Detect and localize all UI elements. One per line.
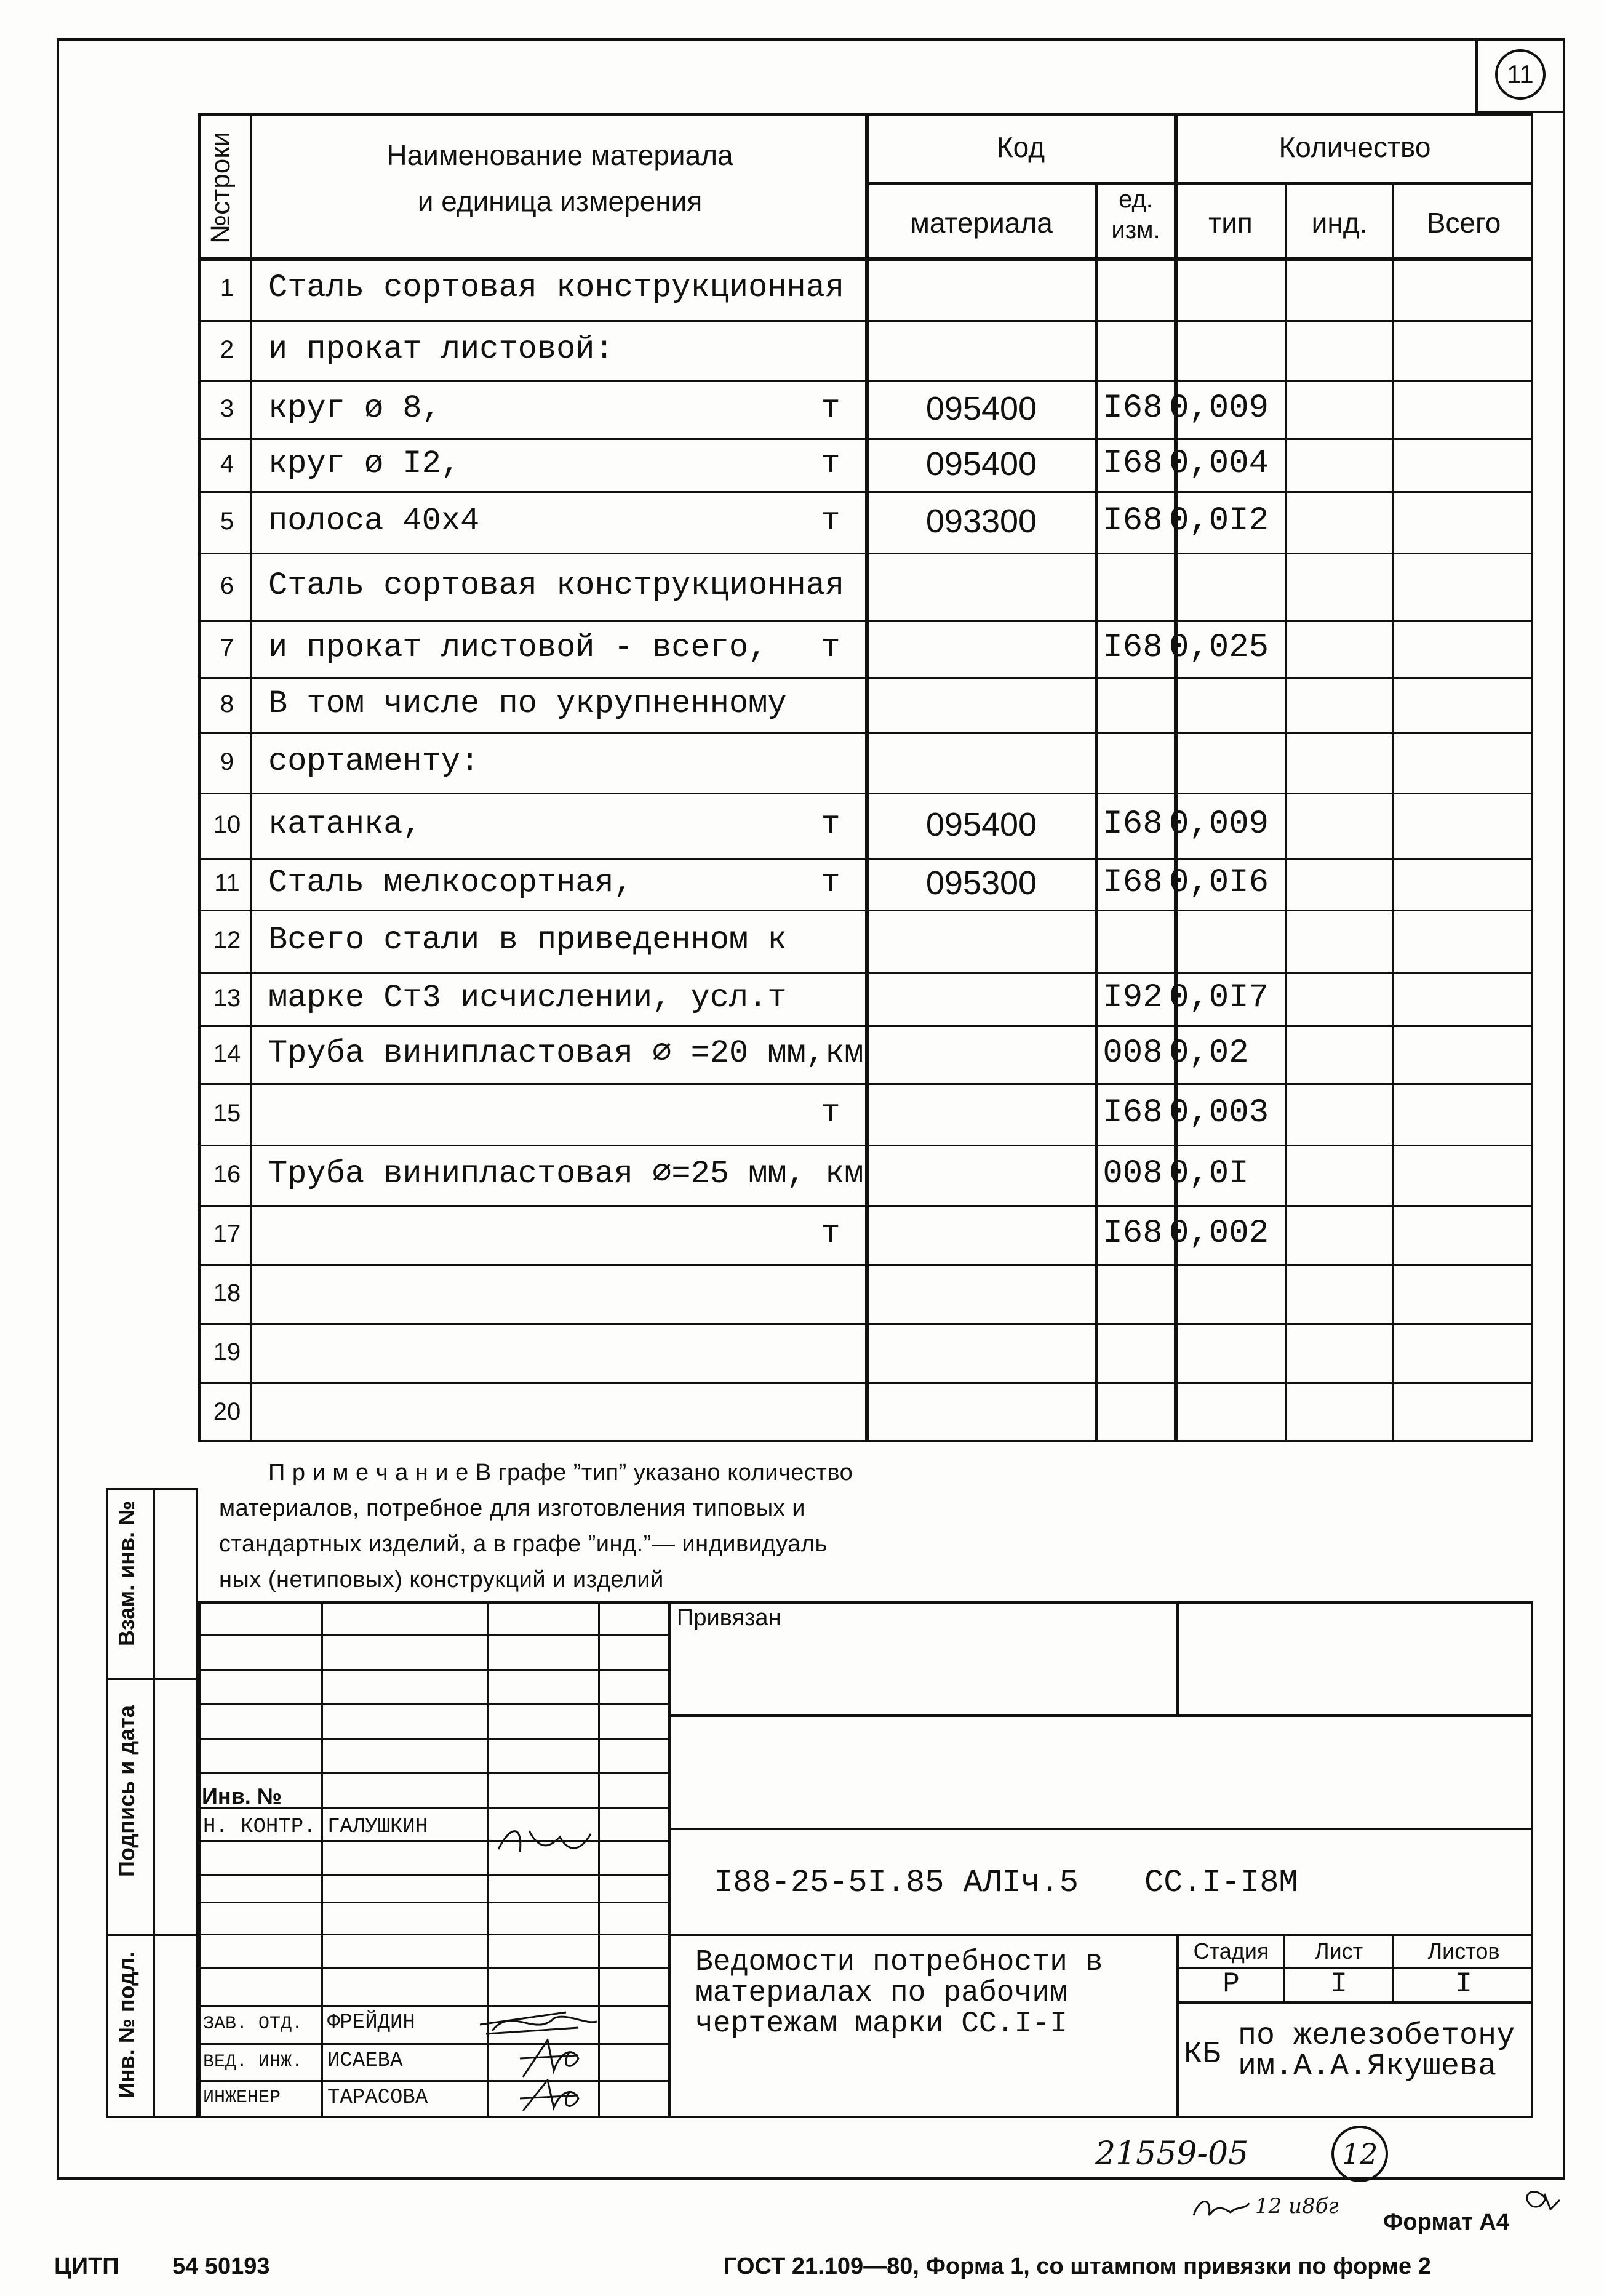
row-name: полоса 40х4 [268,502,480,539]
row-type: 0,0I2 [1169,502,1269,540]
row-unit: т [821,864,840,901]
org-prefix: КБ [1184,2037,1221,2072]
row-unit: т [821,502,840,539]
row-ed: I68 [1103,805,1163,843]
qty-type-header: тип [1208,207,1253,239]
row-name: Труба винипластовая ⌀=25 мм, км [268,1155,864,1192]
handwritten-circle: 12 [1331,2126,1388,2182]
row-ed: 008 [1103,1154,1163,1193]
name-header-line1: Наименование материала [386,139,733,171]
row-code: 095400 [925,390,1037,427]
n-kontr-role: Н. КОНТР. [203,1815,316,1839]
row-unit: т [821,390,840,426]
qty-header: Количество [1279,131,1431,163]
note-line1: П р и м е ч а н и е В графе ”тип” указано количество [268,1460,853,1486]
row-name: и прокат листовой: [268,330,614,367]
row-ed: I92 [1103,978,1163,1017]
row-type: 0,0I7 [1169,978,1269,1017]
side-vzam: Взам. инв. № [114,1500,139,1646]
doc-code: I88-25-5I.85 АЛIч.5 [714,1865,1079,1901]
row-name: сортаменту: [268,743,480,780]
row-number: 14 [213,1040,241,1068]
mark-code: СС.I-I8М [1144,1865,1298,1901]
row-number: 20 [213,1398,241,1426]
row-code: 095300 [925,864,1037,902]
row-number: 11 [214,870,240,897]
row-type: 0,0I [1169,1154,1249,1193]
row-ed: 008 [1103,1034,1163,1072]
sheet-label: Лист [1314,1938,1363,1964]
row-name: катанка, [268,806,422,842]
side-podpis: Подпись и дата [114,1705,139,1877]
row-number: 15 [213,1100,241,1127]
footer-number: 54 50193 [172,2254,270,2279]
row-number: 4 [220,450,234,478]
row-number: 17 [213,1220,241,1248]
row-unit: т [821,1215,840,1252]
row-number: 3 [220,395,234,423]
zav-otd-role: ЗАВ. ОТД. [203,2014,303,2034]
row-ed: I68 [1103,1094,1163,1132]
sheet-marker: 11 [1495,49,1546,100]
footer-gost: ГОСТ 21.109—80, Форма 1, со штампом привязки по форме 2 [724,2254,1431,2279]
signature-nkontr [492,1818,597,1868]
row-ed: I68 [1103,628,1163,666]
row-name: В том числе по укрупненному [268,685,787,722]
inzhener-name: ТАРАСОВА [327,2086,428,2110]
row-type: 0,004 [1169,444,1269,482]
row-number: 12 [213,927,241,954]
row-name: Сталь сортовая конструкционная [268,567,845,604]
signature-inzhener [511,2074,591,2120]
row-code: 095400 [925,806,1037,843]
code-material-header: материала [910,207,1053,239]
row-type: 0,009 [1169,805,1269,843]
sheets-label: Листов [1427,1938,1500,1964]
qty-total-header: Всего [1426,207,1501,239]
row-ed: I68 [1103,444,1163,482]
inv-no-label: Инв. № [202,1783,282,1809]
ved-inzh-name: ИСАЕВА [327,2049,403,2073]
row-number: 9 [220,748,234,776]
row-name: Сталь сортовая конструкционная [268,269,845,306]
note-line4: ных (нетиповых) конструкций и изделий [219,1567,664,1593]
rownum-header: №строки [205,131,236,244]
note-line3: стандартных изделий, а в графе ”инд.”— индивидуаль [219,1531,828,1557]
row-number: 6 [220,572,234,600]
row-name: круг ø I2, [268,445,461,482]
row-type: 0,003 [1169,1094,1269,1132]
title-line2: материалах по рабочим [695,1977,1067,2010]
row-number: 18 [213,1279,241,1307]
row-name: круг ø 8, [268,390,441,426]
row-number: 16 [213,1161,241,1188]
row-type: 0,002 [1169,1214,1269,1252]
row-number: 1 [220,274,234,302]
org-line1: по железобетону [1238,2018,1515,2054]
row-type: 0,025 [1169,628,1269,666]
qty-ind-header: инд. [1311,207,1368,239]
row-type: 0,0I6 [1169,863,1269,902]
row-name: Всего стали в приведенном к [268,921,787,958]
row-number: 8 [220,690,234,718]
side-inv: Инв. № подл. [114,1951,139,2098]
row-ed: I68 [1103,389,1163,427]
code-unit-header-l1: ед. [1119,186,1153,213]
row-unit: т [821,629,840,666]
row-number: 13 [213,985,241,1012]
n-kontr-name: ГАЛУШКИН [327,1815,428,1839]
title-line3: чертежам марки СС.I-I [695,2007,1067,2041]
handwritten-a [1514,2178,1563,2215]
inzhener-role: ИНЖЕНЕР [203,2087,281,2108]
row-name: Сталь мелкосортная, [268,864,633,901]
row-name: марке Ст3 исчислении, усл.т [268,979,787,1016]
code-unit-header-l2: изм. [1111,217,1160,244]
title-line1: Ведомости потребности в [695,1946,1103,1979]
privyazan-label: Привязан [677,1605,781,1631]
row-code: 093300 [925,502,1037,540]
row-name: Труба винипластовая ⌀ =20 мм,км [268,1034,864,1071]
row-number: 7 [220,634,234,662]
handwritten-format-note: 12 и8бг [1255,2194,1339,2218]
row-number: 5 [220,508,234,535]
stage-value: Р [1223,1968,1240,2000]
row-ed: I68 [1103,1214,1163,1252]
row-name: и прокат листовой - всего, [268,629,768,666]
row-number: 10 [213,811,241,839]
row-number: 2 [220,336,234,364]
note-line2: материалов, потребное для изготовления типовых и [219,1495,805,1521]
org-line2: им.А.А.Якушева [1238,2049,1497,2084]
sheet-value: I [1330,1968,1347,2000]
row-code: 095400 [925,445,1037,482]
row-unit: т [821,445,840,482]
row-unit: т [821,806,840,842]
code-header: Код [996,131,1045,163]
name-header-line2: и единица измерения [417,185,703,217]
ved-inzh-role: ВЕД. ИНЖ. [203,2052,303,2073]
footer-format: Формат А4 [1383,2209,1509,2235]
stage-label: Стадия [1193,1938,1269,1964]
handwritten-scribble [1187,2191,1255,2228]
row-type: 0,009 [1169,389,1269,427]
row-ed: I68 [1103,863,1163,902]
row-ed: I68 [1103,502,1163,540]
sheets-value: I [1455,1968,1472,2000]
zav-otd-name: ФРЕЙДИН [327,2011,415,2034]
row-number: 19 [213,1338,241,1366]
row-type: 0,02 [1169,1034,1249,1072]
handwritten-number: 21559-05 [1095,2135,1249,2172]
row-unit: т [821,1094,840,1131]
footer-citp: ЦИТП [54,2254,119,2279]
